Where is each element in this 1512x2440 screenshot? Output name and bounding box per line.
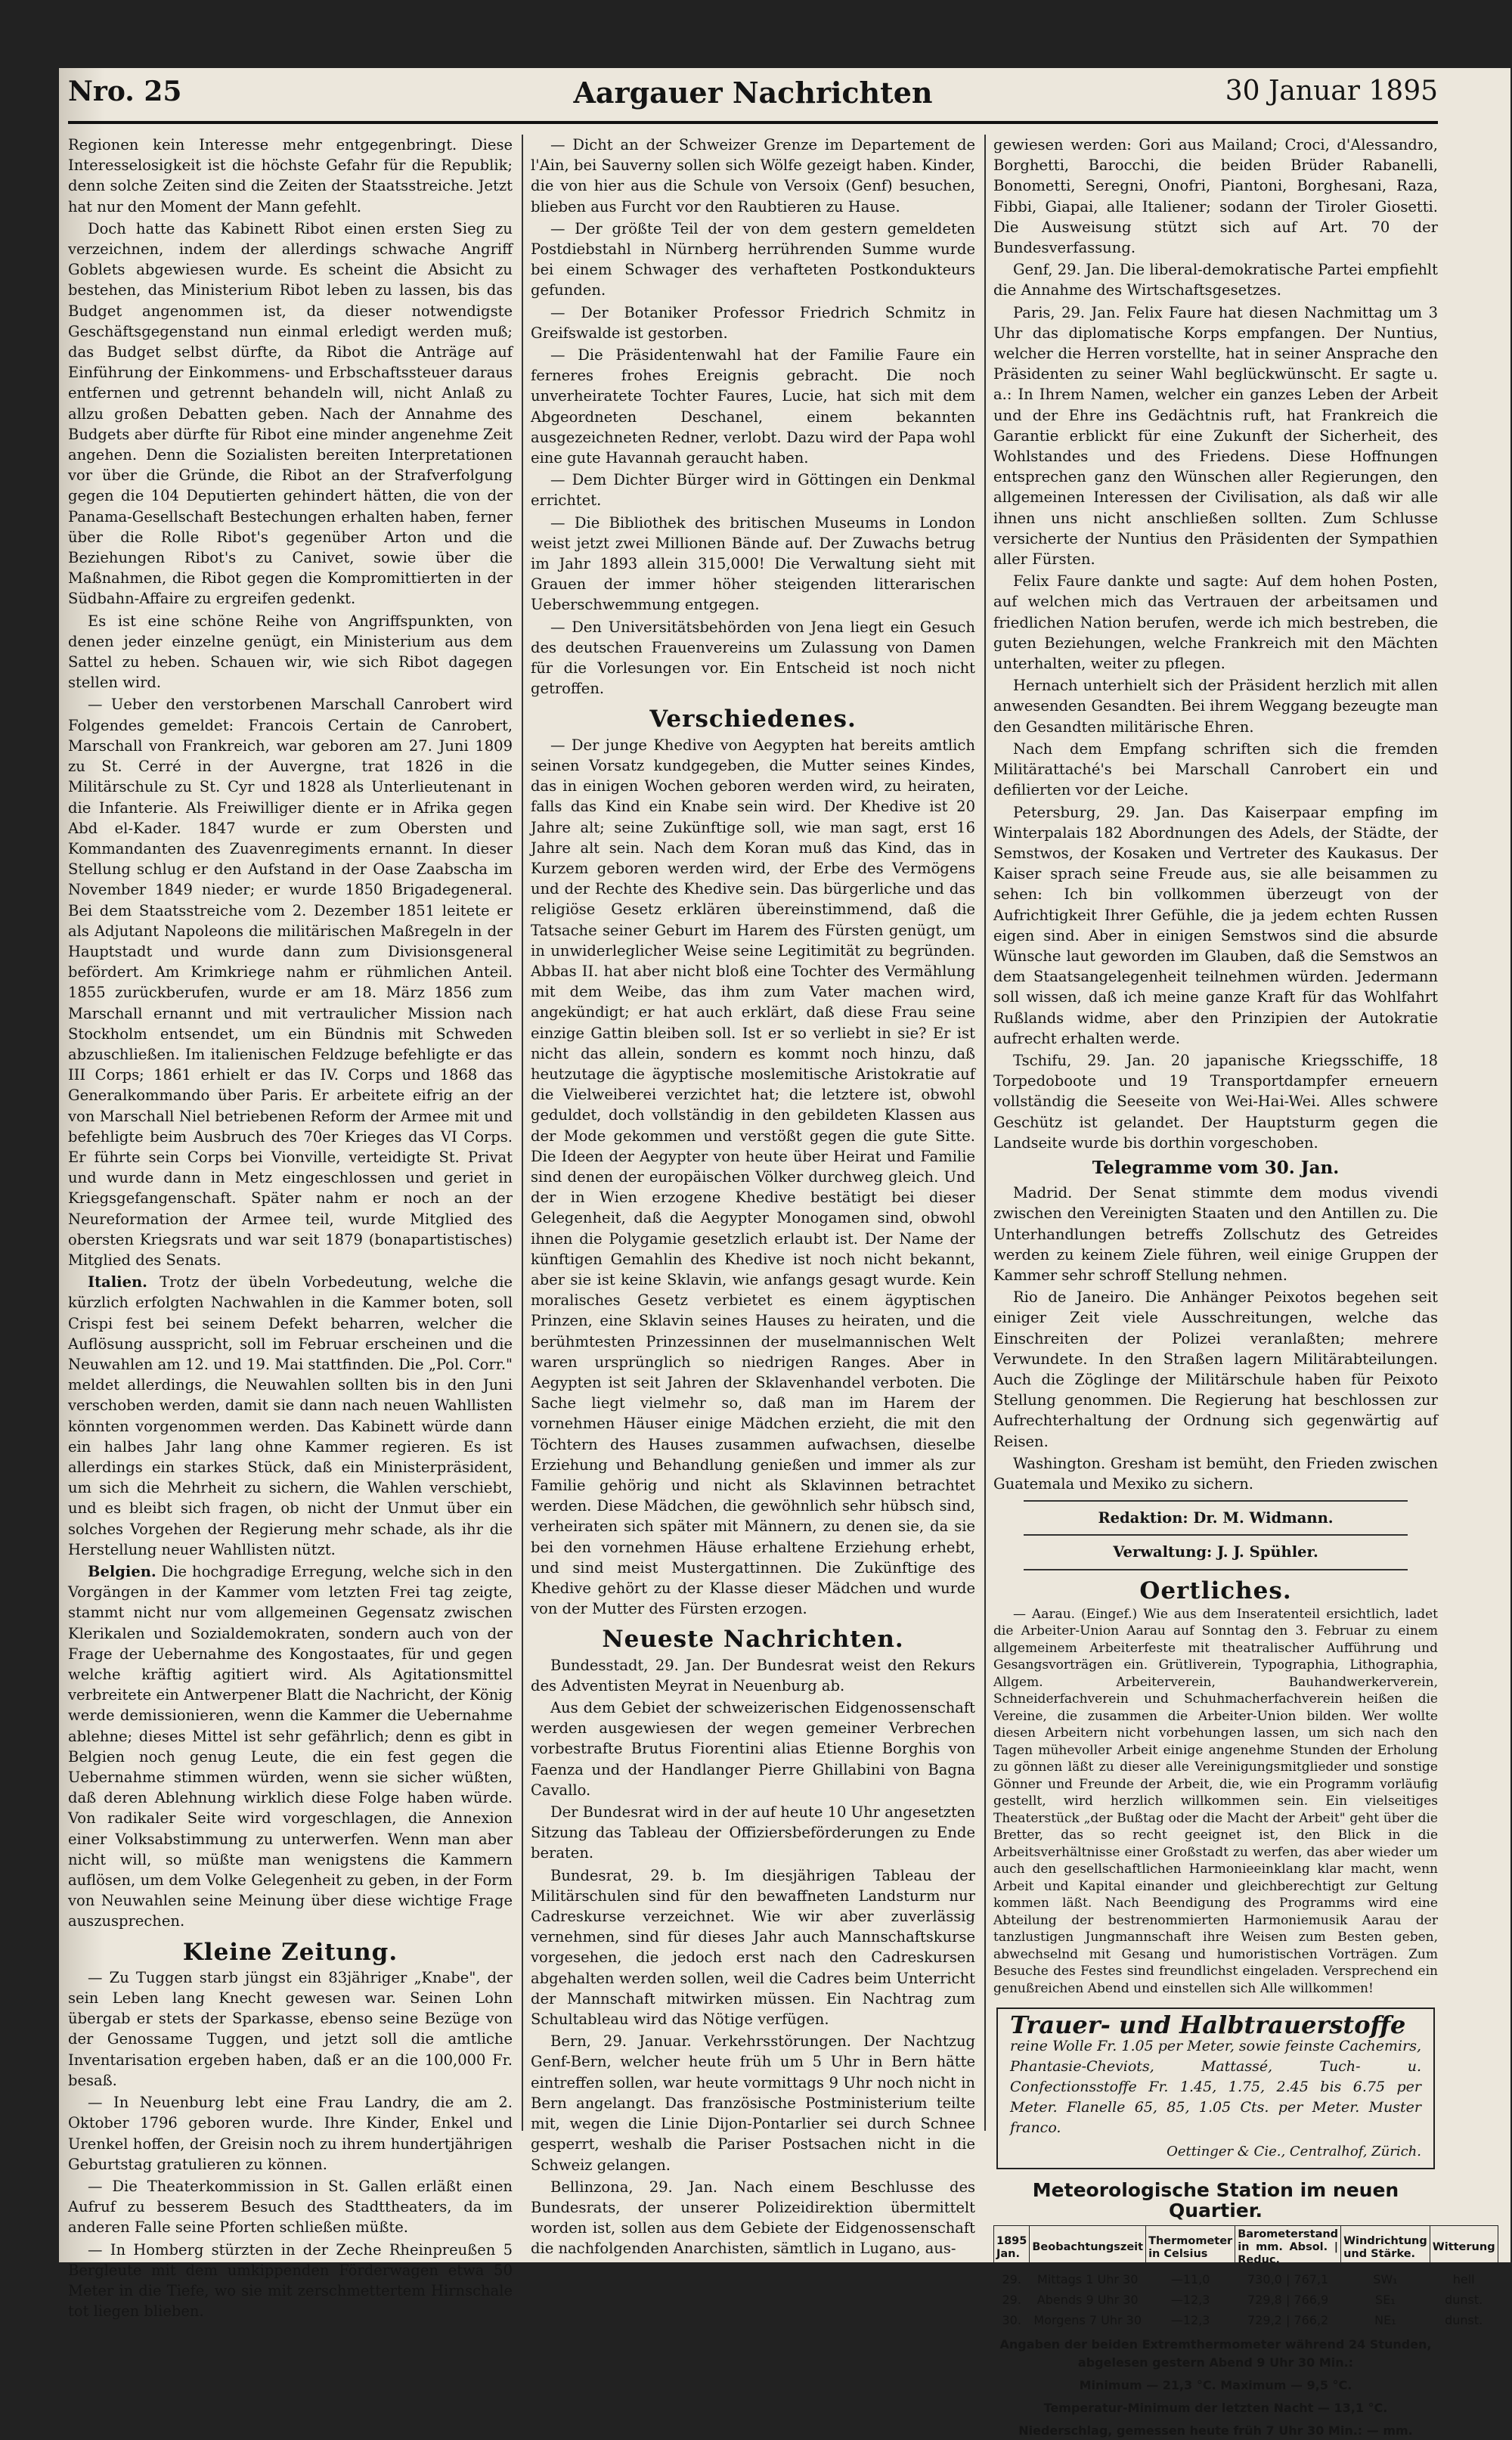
column-divider-1 <box>522 135 523 2131</box>
newspaper-title: Aargauer Nachrichten <box>573 76 933 110</box>
table-cell: hell <box>1430 2270 1498 2290</box>
news-item: Genf, 29. Jan. Die liberal-demokratische Partei empfiehlt die Annahme des Wirtschaftsgesetzes. <box>993 261 1438 299</box>
news-item: — Der Botaniker Professor Friedrich Schmitz in Greifswalde ist gestorben. <box>531 303 975 342</box>
news-item: gewiesen werden: Gori aus Mailand; Croci, d'Alessandro, Borghetti, Barocchi, die beiden Brüder Rabanelli, Bonometti, Seregni, Onofri, Piantoni, Borghesani, Raza, Fibbi, Giapai, alle Italiener; sodann der Tiroler Giosetti. Die Ausweisung stützt sich auf Art. 70 der Bundesverfassung. <box>993 136 1438 257</box>
table-cell: 30. <box>994 2311 1030 2331</box>
table-cell: SW₁ <box>1341 2270 1430 2290</box>
table-cell: 29. <box>994 2290 1030 2311</box>
table-row <box>994 2270 1498 2290</box>
news-item: — Den Universitätsbehörden von Jena liegt ein Gesuch des deutschen Frauenvereins um Zulassung von Damen für die Vorlesungen vor. Ein Entscheid ist noch nicht getroffen. <box>531 618 975 698</box>
table-cell: NE₁ <box>1341 2311 1430 2331</box>
ad-title: Trauer- und Halbtrauerstoffe <box>1010 2011 1406 2040</box>
news-item: Aus dem Gebiet der schweizerischen Eidgenossenschaft werden ausgewiesen der wegen gemeiner Verbrechen vorbestrafte Brutus Fiorentini alias Etienne Borghis von Faenza und der Handlanger Pierre Ghillabini von Bagna Cavallo. <box>531 1699 975 1799</box>
news-item: Paris, 29. Jan. Felix Faure hat diesen Nachmittag um 3 Uhr das diplomatische Korps empfangen. Der Nuntius, welcher die Herren vorstellte, hat in seiner Ansprache den Präsidenten zu seiner Wahl beglückwünscht. Er sagte u. a.: In Ihrem Namen, welcher ein ganzes Leben der Arbeit und der Ehre ins Gedächtnis ruft, hat Frankreich die Garantie erblickt für eine Zukunft der Sicherheit, des Wohlstandes und des Friedens. Diese Hoffnungen entsprechen ganz den Wünschen aller Regierungen, den allgemeinen Interessen der Civilisation, als daß wir alle ihnen uns nicht anschließen sollten. Zum Schlusse versicherte der Nuntius den Präsidenten der Sympathien aller Fürsten. <box>993 303 1438 569</box>
news-item: Petersburg, 29. Jan. Das Kaiserpaar empfing im Winterpalais 182 Abordnungen des Adels, der Städte, der Semstwos, der Kosaken und Vertreter des Kaukasus. Der Kaiser sprach seine Freude aus, sie alle beisammen zu sehen: Ich bin vollkommen überzeugt von der Aufrichtigkeit Ihrer Gefühle, die ja jedem echten Russen eigen sind. Aber in einigen Semstwos sind die absurde Wünsche laut geworden im Glauben, daß die Semstwos an dem Staatsangelegenheit teilnehmen würden. Jedermann soll wissen, daß ich meine ganze Kraft für das Wohlfahrt Rußlands widme, aber den Prinzipien der Autokratie aufrecht erhalten werde. <box>993 803 1438 1047</box>
italien-article <box>68 1272 513 1560</box>
telegramme-heading: Telegramme vom 30. Jan. <box>1092 1157 1340 1178</box>
verwaltung-credit: Verwaltung: J. J. Spühler. <box>1113 1543 1318 1561</box>
table-cell: 730,0 | 767,1 <box>1235 2270 1341 2290</box>
table-cell: 29. <box>994 2270 1030 2290</box>
news-item: — Die Bibliothek des britischen Museums in London weist jetzt zwei Millionen Bände auf. Der Zuwachs betrug im Jahr 1893 allein 315,000! Die Verwaltung sieht mit Grauen der immer höher steigenden litterarischen Ueberschwemmung entgegen. <box>531 513 975 614</box>
news-item: Bern, 29. Januar. Verkehrsstörungen. Der Nachtzug Genf-Bern, welcher heute früh um 5 Uhr in Bern hätte eintreffen sollen, war heute vormittags 9 Uhr noch nicht in Bern angelangt. Das französische Postministerium teilte mit, wegen die Linie Dijon-Pontarlier sei durch Schnee gesperrt, weshalb die Pariser Postsachen nicht in die Schweiz gelangen. <box>531 2032 975 2174</box>
table-cell: 729,8 | 766,9 <box>1235 2290 1341 2311</box>
table-cell: SE₁ <box>1341 2290 1430 2311</box>
weather-note: Angaben der beiden Extremthermometer während 24 Stunden, abgelesen gestern Abend 9 Uhr 30 Min.: <box>999 2337 1432 2370</box>
news-item: — Die Präsidentenwahl hat der Familie Faure ein ferneres frohes Ereignis gebracht. Die noch unverheiratete Tochter Faures, Lucie, hat sich mit dem Abgeordneten Deschanel, einem bekannten ausgezeichneten Redner, verlobt. Dazu wird der Papa wohl eine gute Havannah geraucht haben. <box>531 346 975 467</box>
table-cell: dunst. <box>1430 2290 1498 2311</box>
news-item: Hernach unterhielt sich der Präsident herzlich mit allen anwesenden Gesandten. Bei ihrem Weggang bezeugte man den Gesandten militärische Ehren. <box>993 677 1438 736</box>
redaktion-credit: Redaktion: Dr. M. Widmann. <box>1098 1509 1334 1527</box>
table-cell: Abends 9 Uhr 30 <box>1030 2290 1146 2311</box>
news-item: — Dem Dichter Bürger wird in Göttingen ein Denkmal errichtet. <box>531 471 975 510</box>
table-cell: —12,3 <box>1146 2290 1235 2311</box>
column-header: Windrichtung und Stärke. <box>1341 2226 1430 2270</box>
news-item: — Zu Tuggen starb jüngst ein 83jähriger „Knabe", der sein Leben lang Knecht gewesen war. Seinen Lohn übergab er stets der Sparkasse, ebenso seine Bezüge von der Genossame Tuggen, und jetzt soll die amtliche Inventarisation ergeben haben, daß er an die 100,000 Fr. besaß. <box>68 1968 513 2089</box>
news-item: — Aarau. (Eingef.) Wie aus dem Inseratenteil ersichtlich, ladet die Arbeiter-Union Aarau auf Sonntag den 3. Februar zu einem allgemeinem Arbeiterfeste mit theatralischer Aufführung und Gesangsvorträgen ein. Grütliverein, Typographia, Lithographia, Allgem. Arbeiterverein, Bauhandwerkerverein, Schneiderfachverein und Schuhmacherfachverein heißen die Vereine, die zusammen die Arbeiter-Union bilden. Wer wollte diesen Arbeitern nicht vorbehungen lassen, um sich nach den Tagen mühevoller Arbeit einige angenehme Stunden der Erholung zu gönnen läßt zu dieser alle Vereinigungsmitglieder und sonstige Gönner und Freunde der Arbeit, die, wie ein Programm vorläufig gestellt, wird herzlich willkommen sein. Ein vielseitiges Theaterstück „der Bußtag oder die Macht der Arbeit" geht über die Bretter, das so recht geeignet ist, den Blick in die Arbeitsverhältnisse einer Großstadt zu werfen, das aber wieder um auch den gesellschaftlichen Harmonieeinklang klar macht, wenn Arbeit und Kapital einander und gleichberechtigt zur Geltung kommen läßt. Nach Beendigung des Programms wird eine Abteilung der bestrenommierten Harmoniemusik Aarau der tanzlustigen Jungmannschaft ihre Weisen zum Besten geben, abwechselnd mit Gesang und humoristischen Vorträgen. Zum Besuche des Festes sind freundlichst eingeladen. Versprechend ein genußreichen Abend und einstellen sich Alle willkommen! <box>993 1606 1438 1996</box>
belgien-article <box>68 1561 513 1932</box>
column-header: Beobachtungszeit <box>1030 2226 1146 2270</box>
news-item: Felix Faure dankte und sagte: Auf dem hohen Posten, auf welchen mich das Vertrauen der arbeitsamen und friedlichen Nation berufen, werde ich mich bestreben, die guten Beziehungen, welche Frankreich mit den Mächten unterhalten, weiter zu pflegen. <box>993 572 1438 673</box>
table-cell: —11,0 <box>1146 2270 1235 2290</box>
news-item: — Der größte Teil der von dem gestern gemeldeten Postdiebstahl in Nürnberg herrührenden Summe wurde bei einem Schwager des verhafteten Postkondukteurs gefunden. <box>531 219 975 299</box>
kleine-zeitung-heading: Kleine Zeitung. <box>182 1938 398 1966</box>
article-paragraph: — Ueber den verstorbenen Marschall Canrobert wird Folgendes gemeldet: Francois Certain de Canrobert, Marschall von Frankreich, war geboren am 27. Juni 1809 zu St. Cerré in der Auvergne, trat 1826 in die Militärschule zu St. Cyr und 1828 als Unterlieutenant in die Infanterie. Als Freiwilliger diente er in Afrika gegen Abd el-Kader. 1847 wurde er zum Obersten und Kommandanten des Zuavenregiments ernannt. In dieser Stellung schlug er den Aufstand in der Oase Zaabscha im November 1849 nieder; er wurde 1850 Brigadegeneral. Bei dem Staatsstreiche vom 2. Dezember 1851 leitete er als Adjutant Napoleons die militärischen Maßregeln in der Hauptstadt und wurde dann zum Divisionsgeneral befördert. Am Krimkriege nahm er rühmlichen Anteil. 1855 zurückberufen, wurde er am 18. März 1856 zum Marschall ernannt und mit vertraulicher Mission nach Stockholm entsendet, um ein Bündnis mit Schweden abzuschließen. Im italienischen Feldzuge befehligte er das III Corps; 1861 erhielt er das IV. Corps und 1868 das Generalkommando über Paris. Er arbeitete eifrig an der von Marschall Niel betriebenen Reform der Armee mit und befehligte beim Ausbruch des 70er Krieges das VI Corps. Er führte sein Corps bei Vionville, verteidigte St. Privat und wurde dann in Metz eingeschlossen und geriet in Kriegsgefangenschaft. Später nahm er noch an der Neureformation der Armee teil, wurde Mitglied des obersten Kriegsrats und war seit 1879 (bonapartistisches) Mitglied des Senats. <box>68 696 513 1269</box>
news-item: Rio de Janeiro. Die Anhänger Peixotos begehen seit einiger Zeit viele Ausschreitungen, welche das Einschreiten der Polizei veranlaßten; mehrere Verwundete. In den Straßen lagern Militärabteilungen. Auch die Zöglinge der Militärschule haben für Peixoto Stellung genommen. Die Regierung hat beschlossen zur Aufrechterhaltung der Ordnung sich gegenwärtig auf Reisen. <box>993 1288 1438 1450</box>
neueste-nachrichten-heading: Neueste Nachrichten. <box>602 1626 904 1654</box>
news-item: Bellinzona, 29. Jan. Nach einem Beschlusse des Bundesrats, der unserer Polizeidirektion übermittelt worden ist, sollen aus dem Gebiete der Eidgenossenschaft die nachfolgenden Anarchisten, sämtlich in Lugano, aus- <box>531 2178 975 2258</box>
news-item: Tschifu, 29. Jan. 20 japanische Kriegsschiffe, 18 Torpedoboote und 19 Transportdampfer erneuern vollständig die Seeseite von Wei-Hai-Wei. Alles schwere Geschütz ist gelandet. Der Hauptsturm gegen die Landseite wurde bis dorthin vorgeschoben. <box>993 1051 1438 1152</box>
weather-table <box>993 2225 1498 2331</box>
news-item: — In Homberg stürzten in der Zeche Rheinpreußen 5 Bergleute mit dem umkippenden Förderwagen etwa 50 Meter in die Tiefe, wo sie mit zerschmettertem Hirnschale tot liegen blieben. <box>68 2240 513 2321</box>
divider <box>1024 1534 1408 1536</box>
table-row <box>994 2290 1498 2311</box>
issue-number: Nro. 25 <box>68 76 182 107</box>
weather-note: Minimum — 21,3 °C. Maximum — 9,5 °C. <box>1079 2378 1352 2393</box>
column-2 <box>531 135 975 2258</box>
column-header: Barometerstand in mm. Absol. | Reduc. <box>1235 2226 1341 2270</box>
ad-body: reine Wolle Fr. 1.05 per Meter, sowie feinste Cachemirs, Phantasie-Cheviots, Mattassé, Tuch- u. Confectionsstoffe Fr. 1.45, 1.75, 2.45 bis 6.75 per Meter. Flanelle 65, 85, 1.05 Cts. per Meter. Muster franco. <box>1010 2037 1421 2136</box>
article-paragraph: Regionen kein Interesse mehr entgegenbringt. Diese Interesselosigkeit ist die höchste Gefahr für die Republik; denn solche Zeiten sind die Zeiten der Staatsstreiche. Jetzt hat nur den Moment der Mann gefehlt. <box>68 136 513 215</box>
table-cell: —12,3 <box>1146 2311 1235 2331</box>
divider <box>1024 1500 1408 1502</box>
weather-note: Temperatur-Minimum der letzten Nacht — 13,1 °C. <box>1043 2401 1388 2416</box>
column-divider-2 <box>984 135 986 2131</box>
belgien-text: Die hochgradige Erregung, welche sich in den Vorgängen in der Kammer vom letzten Frei tag zeigte, stammt nicht nur vom allgemeinen Gegensatz zwischen Klerikalen und Sozialdemokraten, sondern auch von der Frage der Uebernahme des Kongostaates, für und gegen welche kräftig agitiert wird. Als Agitationsmittel verbreitete ein Antwerpener Blatt die Nachricht, der König werde demissionieren, wenn die Kammer die Uebernahme ablehne; dieses Mittel ist sehr gefährlich; denn es gibt in Belgien noch genug Leute, die ein fest gegen die Uebernahme stimmen würden, wenn sie sicher wüßten, daß deren Ablehnung wirklich diese Folge haben würde. Von radikaler Seite wird vorgeschlagen, die Annexion einer Volksabstimmung zu unterwerfen. Wenn man aber nicht will, so müßte man wenigstens die Kammern auflösen, um dem Volke Gelegenheit zu geben, in der Form von Neuwahlen seine Meinung über diese wichtige Frage auszusprechen. <box>68 1563 513 1930</box>
italien-heading: Italien. <box>88 1273 147 1291</box>
weather-note: Niederschlag, gemessen heute früh 7 Uhr 30 Min.: — mm. <box>1018 2423 1413 2438</box>
table-cell: 729,2 | 766,2 <box>1235 2311 1341 2331</box>
table-header-row <box>994 2226 1498 2270</box>
column-header: 1895 Jan. <box>994 2226 1030 2270</box>
weather-title: Meteorologische Station im neuen Quartier. <box>1032 2178 1399 2221</box>
article-paragraph: Es ist eine schöne Reihe von Angriffspunkten, von denen jeder einzelne genügt, ein Ministerium aus dem Sattel zu heben. Schauen wir, wie sich Ribot dagegen stellen wird. <box>68 612 513 692</box>
news-item: Bundesrat, 29. b. Im diesjährigen Tableau der Militärschulen sind für den bewaffneten Landsturm nur Cadreskurse verzeichnet. Wie wir aber zuverlässig vernehmen, sind für dieses Jahr auch Mannschaftskurse vorgesehen, die jedoch erst nach den Cadreskursen abgehalten werden sollen, weil die Cadres beim Unterricht der Mannschaft mitwirken müssen. Ein Nachtrag zum Schultableau wird das Nötige verfügen. <box>531 1866 975 2029</box>
column-header: Witterung <box>1430 2226 1498 2270</box>
table-cell: Morgens 7 Uhr 30 <box>1030 2311 1146 2331</box>
column-3 <box>993 135 1495 2438</box>
ad-firm: Oettinger & Cie., Centralhof, Zürich. <box>1167 2143 1421 2159</box>
italien-text: Trotz der übeln Vorbedeutung, welche die kürzlich erfolgten Nachwahlen in die Kammer boten, soll Crispi fest bei seinem Defekt beharren, welcher die Auflösung ausspricht, soll im Februar erscheinen und die Neuwahlen am 12. und 19. Mai stattfinden. Die „Pol. Corr." meldet allerdings, die Neuwahlen sollten bis in den Juni verschoben werden, damit sie dann nach neuen Wahllisten könnten vorgenommen werden. Das Kabinett würde dann ein halbes Jahr lang ohne Kammer regieren. Es ist allerdings ein starkes Stück, daß ein Ministerpräsident, um sich die Mehrheit zu sichern, die Wahlen verschiebt, und es bleibt sich fragen, ob nicht der Unmut über ein solches Vorgehen der Regierung mehr schade, als ihr die Herstellung neuer Wahllisten nützt. <box>68 1273 513 1558</box>
oertliches-heading: Oertliches. <box>1139 1577 1292 1604</box>
article-paragraph: Doch hatte das Kabinett Ribot einen ersten Sieg zu verzeichnen, indem der allerdings schwache Angriff Goblets abgewiesen wurde. Es scheint die Absicht zu bestehen, das Ministerium Ribot leben zu lassen, bis das Budget angenommen ist, da dieser notwendigste Geschäftsgegenstand nun einmal erledigt werden muß; das Budget selbst dürfte, da Ribot die Anträge auf Einführung der Einkommens- und Erbschaftssteuer daraus entfernen und getrennt behandeln will, nicht Anlaß zu allzu großen Debatten geben. Nach der Annahme des Budgets aber dürfte für Ribot eine minder angenehme Zeit angehen. Denn die Sozialisten bereiten Interpretationen vor über die Gründe, die Ribot an der Strafverfolgung gegen die 104 Deputierten gehindert hätten, die von der Panama-Gesellschaft Bestechungen erhalten haben, ferner über die Rolle Ribot's gegenüber Arton und die Beziehungen Ribot's zu Canivet, sowie über die Maßnahmen, die Ribot gegen die Kompromittierten in der Südbahn-Affaire zu ergreifen gedenkt. <box>68 219 513 608</box>
news-item: — In Neuenburg lebt eine Frau Landry, die am 2. Oktober 1796 geboren wurde. Ihre Kinder, Enkel und Urenkel hoffen, der Greisin noch zu ihrem hundertjährigen Geburtstag gratulieren zu können. <box>68 2094 513 2173</box>
issue-date: 30 Januar 1895 <box>1225 76 1438 107</box>
news-item: Bundesstadt, 29. Jan. Der Bundesrat weist den Rekurs des Adventisten Meyrat in Neuenburg ab. <box>531 1656 975 1694</box>
column-1 <box>68 135 513 2321</box>
news-item: Washington. Gresham ist bemüht, den Frieden zwischen Guatemala und Mexiko zu sichern. <box>993 1454 1438 1493</box>
table-cell: Mittags 1 Uhr 30 <box>1030 2270 1146 2290</box>
table-cell: dunst. <box>1430 2311 1498 2331</box>
news-item: — Die Theaterkommission in St. Gallen erläßt einen Aufruf zu besserem Besuch des Stadttheaters, da im anderen Falle seine Pforten schließen müßte. <box>68 2177 513 2237</box>
verschiedenes-heading: Verschiedenes. <box>649 705 857 733</box>
weather-report <box>993 2178 1495 2440</box>
news-item: Madrid. Der Senat stimmte dem modus vivendi zwischen den Vereinigten Staaten und den Antillen zu. Die Unterhandlungen betreffs Zollschutz des Getreides werden zu keinem Ziele führen, weil einige Gruppen der Kammer sehr schroff Stellung nehmen. <box>993 1184 1438 1284</box>
news-item: Der Bundesrat wird in der auf heute 10 Uhr angesetzten Sitzung das Tableau der Offiziersbeförderungen zu Ende beraten. <box>531 1803 975 1862</box>
news-item: — Der junge Khedive von Aegypten hat bereits amtlich seinen Vorsatz kundgegeben, die Mutter seines Kindes, das in einigen Wochen geboren werden wird, zu heiraten, falls das Kind ein Knabe sein wird. Der Khedive ist 20 Jahre alt; seine Zukünftige soll, wie man sagt, erst 16 Jahre alt sein. Nach dem Koran muß das Kind, das in Kurzem geboren werden wird, der Erbe des Vermögens und der Rechte des Khedive sein. Das bürgerliche und das religiöse Gesetz erklären übereinstimmend, daß die Tatsache seiner Geburt im Harem des Fürsten genügt, um in unwiderleglicher Weise seine Legitimität zu begründen. Abbas II. hat aber nicht bloß eine Tochter des Vermählung mit dem Weibe, das ihm zum Vater machen wird, angekündigt; er hat auch erklärt, daß diese Frau seine einzige Gattin bleiben soll. Ist er so verliebt in sie? Er ist nicht das allein, sondern es kommt noch hinzu, daß heutzutage die ägyptische moslemitische Aristokratie auf die Vielweiberei verzichtet hat; die letztere ist, obwohl geduldet, doch vollständig in den gebildeten Klassen aus der Mode gekommen und verstößt gegen die gute Sitte. Die Ideen der Aegypter von heute über Heirat und Familie sind denen der europäischen Völker durchweg gleich. Und der in Wien erzogene Khedive bestätigt bei dieser Gelegenheit, daß die Aegypter Monogamen sind, obwohl ihnen die Polygamie gesetzlich erlaubt ist. Der Name der künftigen Gemahlin des Khedive ist noch nicht bekannt, aber sie ist keine Sklavin, wie anfangs gesagt wurde. Kein moralisches Gesetz verbietet es einem ägyptischen Prinzen, eine Sklavin seines Hauses zu heiraten, und die berühmtesten Prinzessinnen der muselmannischen Welt waren ursprünglich so niedrigen Ranges. Aber in Aegypten ist seit Jahren der Sklavenhandel verboten. Die Sache liegt vielmehr so, daß man im Harem der vornehmen Häuser einige Mädchen erzieht, die mit den Töchtern des Hauses zusammen aufwachsen, dieselbe Erziehung und Behandlung genießen und immer als zur Familie gehörig und nicht als Sklavinnen betrachtet werden. Diese Mädchen, die gewöhnlich sehr hübsch sind, verheiraten sich später mit Männern, zu denen sie, da sie bei den vornehmen Häuse erhaltene Erziehung erhebt, und sind meist Mustergattinnen. Die Zukünftige des Khedive gehört zu der Klasse dieser Mädchen und wurde von der Mutter des Fürsten erzogen. <box>531 736 975 1618</box>
column-header: Thermometer in Celsius <box>1146 2226 1235 2270</box>
news-item: Nach dem Empfang schriften sich die fremden Militärattaché's bei Marschall Canrobert ein und defilierten vor der Leiche. <box>993 739 1438 799</box>
page-header <box>68 76 1438 115</box>
belgien-heading: Belgien. <box>88 1563 156 1581</box>
advertisement <box>996 2007 1435 2169</box>
divider <box>1024 1569 1408 1570</box>
news-item: — Dicht an der Schweizer Grenze im Departement de l'Ain, bei Sauverny sollen sich Wölfe gezeigt haben. Kinder, die von hier aus die Schule von Versoix (Genf) besuchen, blieben aus Furcht vor den Raubtieren zu Hause. <box>531 136 975 215</box>
header-rule <box>68 121 1438 124</box>
table-row <box>994 2311 1498 2331</box>
